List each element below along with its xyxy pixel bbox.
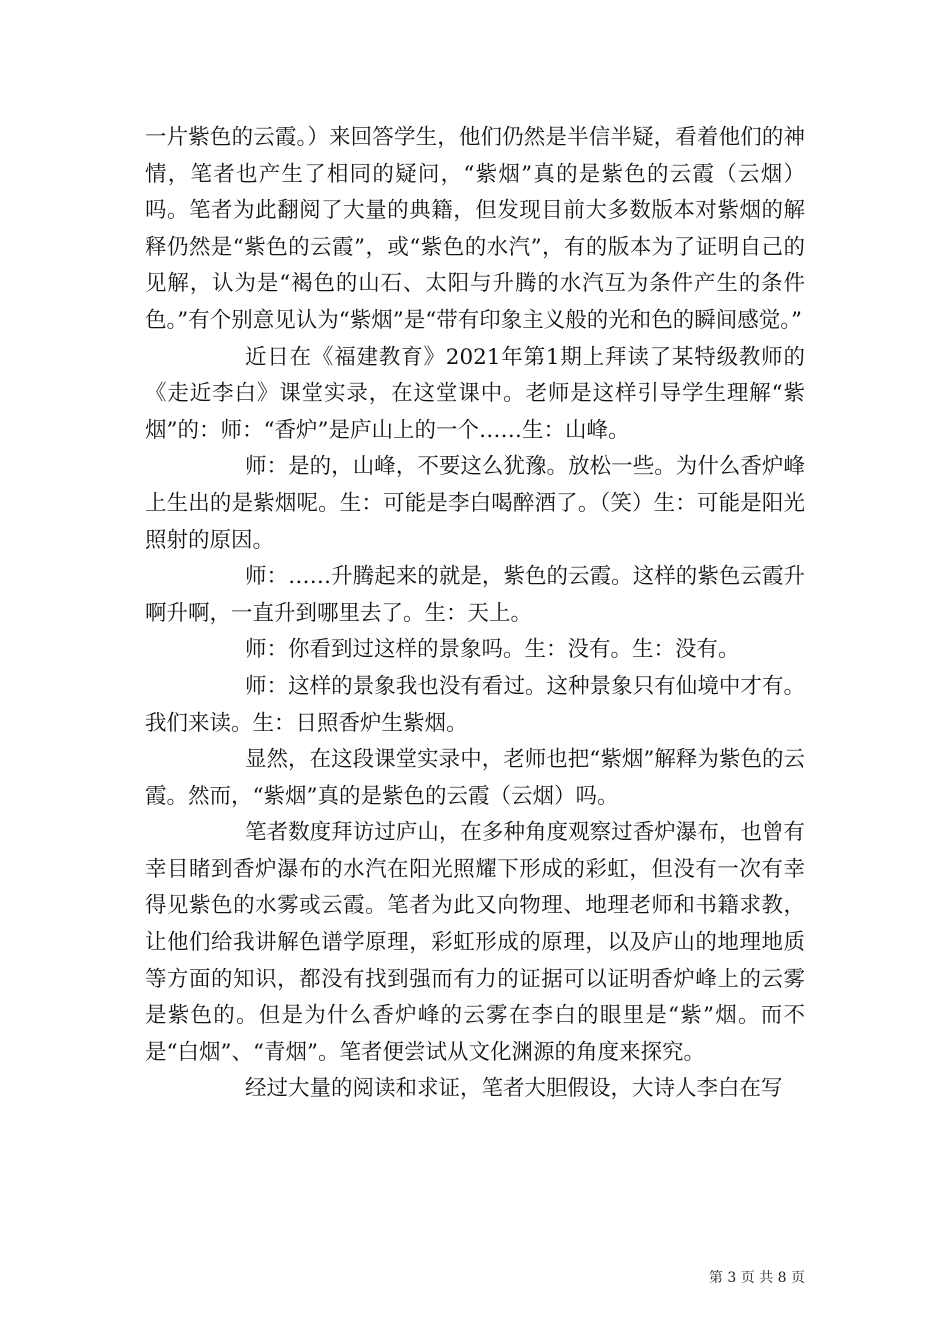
paragraph-3: 师：是的，山峰，不要这么犹豫。放松一些。为什么香炉峰上生出的是紫烟呢。生：可能是李白喝醉酒了。（笑）生：可能是阳光照射的原因。 [145,454,805,553]
paragraph-7: 显然，在这段课堂实录中，老师也把“紫烟”解释为紫色的云霞。然而，“紫烟”真的是紫色的云霞（云烟）吗。 [145,747,805,809]
paragraph-6: 师：这样的景象我也没有看过。这种景象只有仙境中才有。我们来读。生：日照香炉生紫烟。 [145,673,805,736]
article-body [145,120,805,1108]
paragraph-5: 师：你看到过这样的景象吗。生：没有。生：没有。 [245,637,740,663]
paragraph-4: 师：……升腾起来的就是，紫色的云霞。这样的紫色云霞升啊升啊，一直升到哪里去了。生：天上。 [145,564,805,626]
paragraph-8: 笔者数度拜访过庐山，在多种角度观察过香炉瀑布，也曾有幸目睹到香炉瀑布的水汽在阳光照耀下形成的彩虹，但没有一次有幸得见紫色的水雾或云霞。笔者为此又向物理、地理老师和书籍求教，让他们给我讲解色谱学原理，彩虹形成的原理，以及庐山的地理地质等方面的知识，都没有找到强而有力的证据可以证明香炉峰上的云雾是紫色的。但是为什么香炉峰的云雾在李白的眼里是“紫”烟。而不是“白烟”、“青烟”。笔者便尝试从文化渊源的角度来探究。 [145,820,805,1065]
paragraph-2: 近日在《福建教育》2021年第1期上拜读了某特级教师的《走近李白》课堂实录，在这堂课中。老师是这样引导学生理解“紫烟”的：师：“香炉”是庐山上的一个……生：山峰。 [145,344,805,443]
paragraph-9: 经过大量的阅读和求证，笔者大胆假设，大诗人李白在写 [245,1076,783,1102]
paragraph-1: 一片紫色的云霞。）来回答学生，他们仍然是半信半疑，看着他们的神情，笔者也产生了相同的疑问，“紫烟”真的是紫色的云霞（云烟）吗。笔者为此翻阅了大量的典籍，但发现目前大多数版本对紫烟的解释仍然是“紫色的云霞”，或“紫色的水汽”，有的版本为了证明自己的见解，认为是“褐色的山石、太阳与升腾的水汽互为条件产生的条件色。”有个别意见认为“紫烟”是“带有印象主义般的光和色的瞬间感觉。” [145,125,805,333]
page-number-footer: 第 3 页 共 8 页 [708,1270,805,1286]
